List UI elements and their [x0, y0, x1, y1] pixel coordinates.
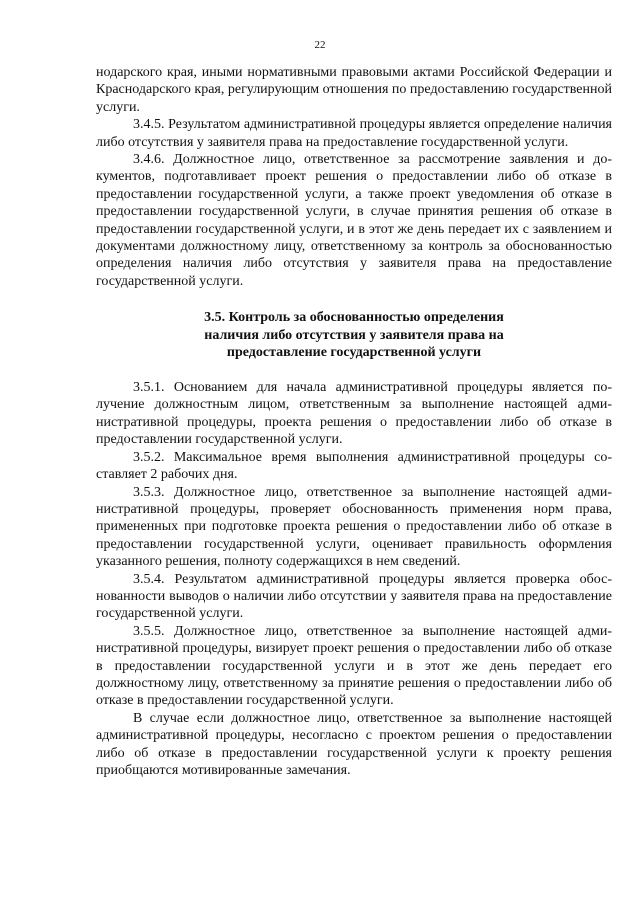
paragraph-3-5-5: 3.5.5. Должностное лицо, ответственное за выполнение настоящей административной процедуры, визирует проект решения о предоставлении либо об отказе в предоставлении государственной услуги и в этот же день передает его должностному лицу, ответственному за принятие решения о предоставлении либо об отказе в предоставлении государственной услуги. — [96, 623, 612, 709]
paragraph-continuation: нодарского края, иными нормативными правовыми актами Российской Федерации и Краснодарского края, регулирующим отношения по предоставлению государственной услуги. — [96, 65, 612, 115]
paragraph-3-4-6: 3.4.6. Должностное лицо, ответственное за рассмотрение заявления и документов, подготавливает проект решения о предоставлении либо об отказе в предоставлении государственной услуги, а также проект уведомления об отказе в предоставлении государственной услуги, в случае принятия решения об отказе в предоставлении государственной услуги, и в этот же день передает их с заявлением и документами должностному лицу, ответственному за контроль за обоснованностью определения наличия либо отсутствия у заявителя права на предоставление государственной услуги. — [96, 152, 612, 289]
paragraph-3-5-3: 3.5.3. Должностное лицо, ответственное за выполнение настоящей административной процедуры, проверяет обоснованность применения норм права, примененных при подготовке проекта решения о предоставлении либо об отказе в предоставлении государственной услуги, оценивает правильность оформления указанного решения, полноту содержащихся в нем сведений. — [96, 484, 612, 570]
paragraph-disagreement: В случае если должностное лицо, ответственное за выполнение настоящей административной процедуры, несогласно с проектом решения о предоставлении либо об отказе в предоставлении государственной услуги к проекту решения приобщаются мотивированные замечания. — [96, 710, 612, 778]
section-heading-line: предоставление государственной услуги — [226, 345, 482, 361]
page-number: 22 — [314, 39, 326, 51]
paragraph-3-5-2: 3.5.2. Максимальное время выполнения административной процедуры составляет 2 рабочих дня. — [96, 449, 612, 483]
section-heading-line: 3.5. Контроль за обоснованностью определения — [204, 310, 504, 326]
document-body — [96, 64, 612, 779]
paragraph-3-5-4: 3.5.4. Результатом административной процедуры является проверка обоснованности выводов о наличии либо отсутствии у заявителя права на предоставление государственной услуги. — [96, 571, 612, 622]
section-heading-3-5 — [96, 309, 612, 362]
paragraph-3-5-1: 3.5.1. Основанием для начала административной процедуры является получение должностным лицом, ответственным за выполнение настоящей административной процедуры, проекта решения о предоставлении либо об отказе в предоставлении государственной услуги. — [96, 380, 612, 448]
section-heading-line: наличия либо отсутствия у заявителя права на — [204, 327, 504, 343]
paragraph-3-4-5: 3.4.5. Результатом административной процедуры является определение наличия либо отсутствия у заявителя права на предоставление государственной услуги. — [96, 117, 612, 150]
